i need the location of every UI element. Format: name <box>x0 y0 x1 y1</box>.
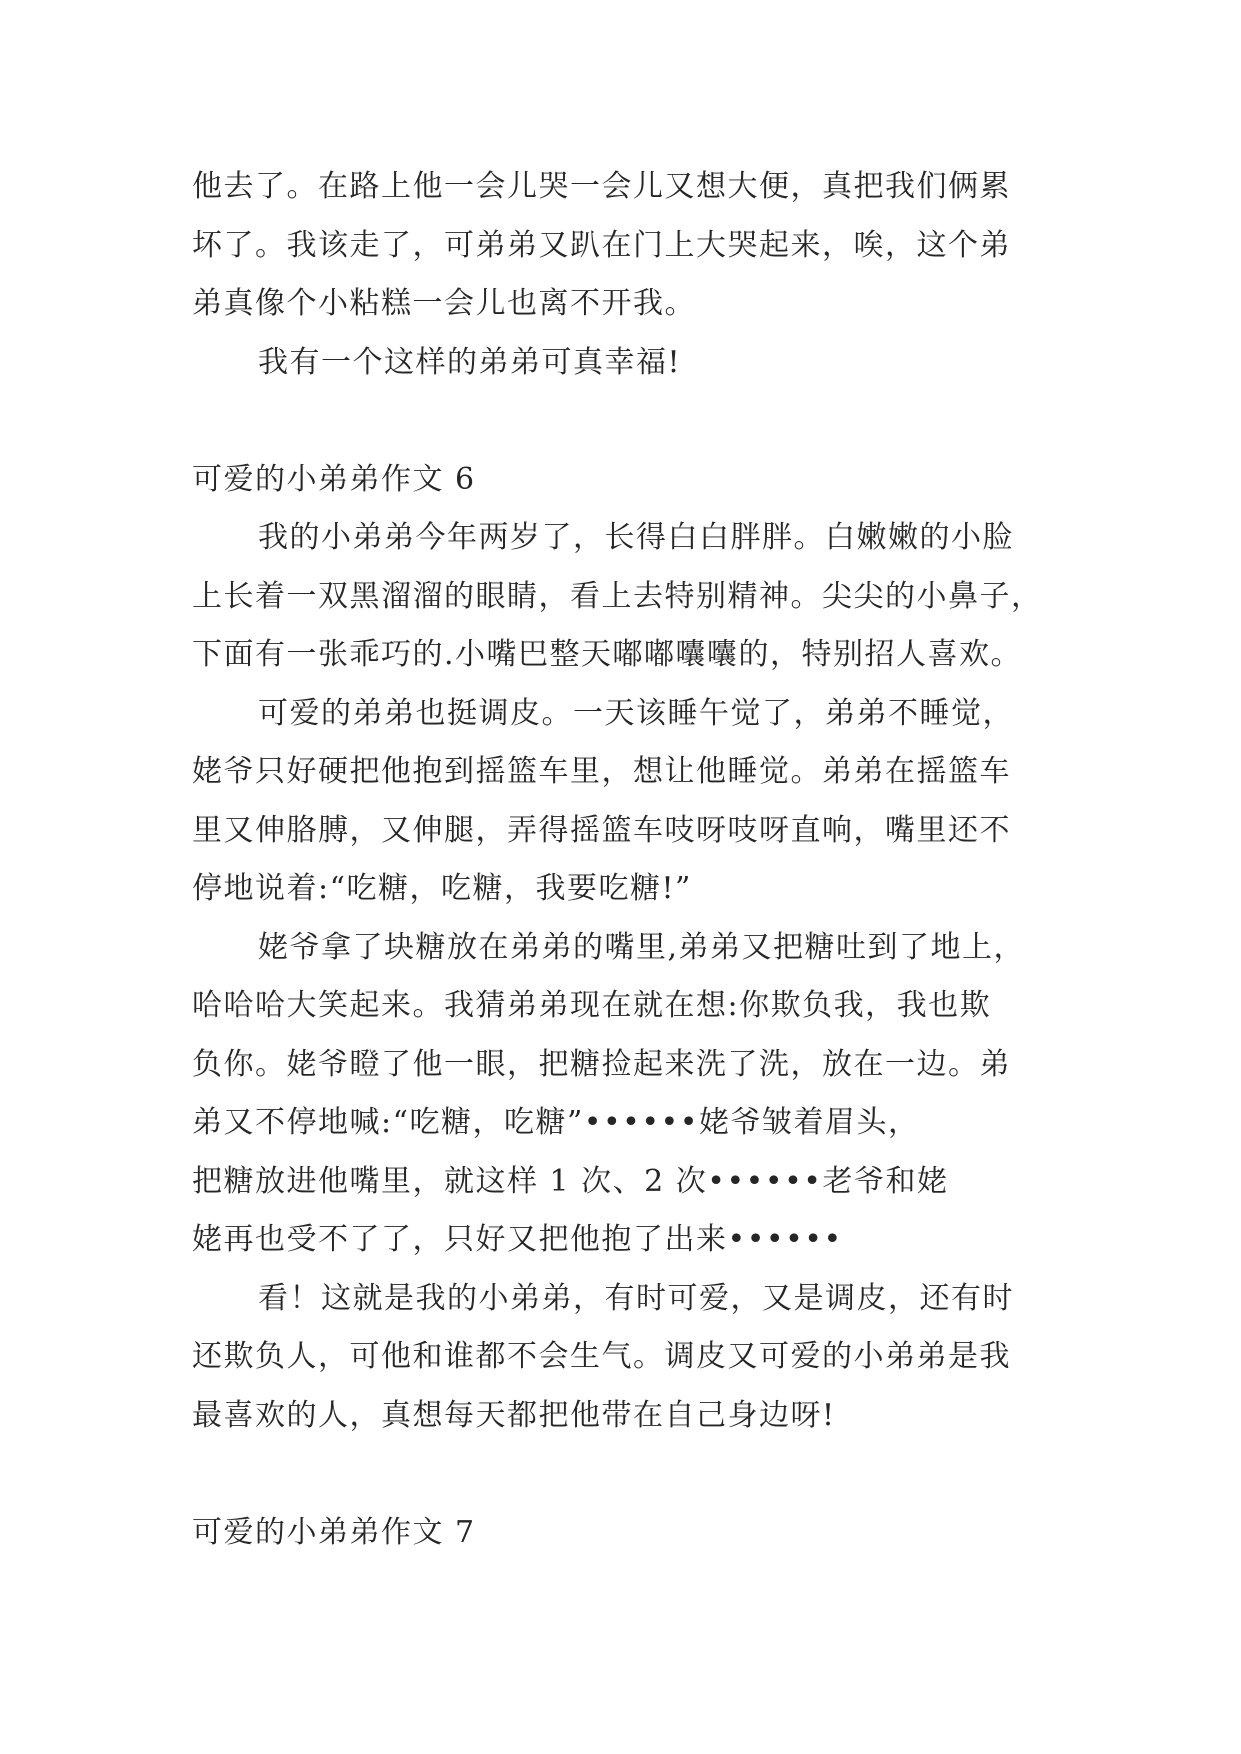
section-title: 可爱的小弟弟作文 6 <box>192 461 476 497</box>
paragraph-line: 下面有一张乖巧的.小嘴巴整天嘟嘟囔囔的，特别招人喜欢。 <box>192 637 1023 672</box>
paragraph-line: 坏了。我该走了，可弟弟又趴在门上大哭起来，唉，这个弟 <box>192 227 1011 263</box>
paragraph-line: 停地说着:“吃糖，吃糖，我要吃糖!” <box>192 871 692 906</box>
paragraph-line: 他去了。在路上他一会儿哭一会儿又想大便，真把我们俩累 <box>192 169 1011 204</box>
document-body <box>192 158 1072 1562</box>
paragraph-line: 姥再也受不了了，只好又把他抱了出来•••••• <box>192 1222 843 1257</box>
section-spacer <box>192 1445 1072 1504</box>
section-title: 可爱的小弟弟作文 7 <box>192 1514 476 1550</box>
paragraph-line: 上长着一双黑溜溜的眼睛，看上去特别精神。尖尖的小鼻子， <box>192 578 1043 614</box>
paragraph-line: 我的小弟弟今年两岁了，长得白白胖胖。白嫩嫩的小脸 <box>258 520 1014 555</box>
paragraph-line: 姥爷只好硬把他抱到摇篮车里，想让他睡觉。弟弟在摇篮车 <box>192 754 1011 789</box>
paragraph-line: 哈哈哈大笑起来。我猜弟弟现在就在想:你欺负我，我也欺 <box>192 988 992 1023</box>
paragraph-line: 弟真像个小粘糕一会儿也离不开我。 <box>192 286 696 321</box>
section-spacer <box>192 392 1072 451</box>
paragraph-line: 弟又不停地喊:“吃糖，吃糖”••••••姥爷皱着眉头， <box>192 1105 920 1140</box>
paragraph-line: 可爱的弟弟也挺调皮。一天该睡午觉了，弟弟不睡觉， <box>258 695 1014 731</box>
paragraph-line: 我有一个这样的弟弟可真幸福! <box>258 344 682 380</box>
paragraph-line: 把糖放进他嘴里，就这样 1 次、2 次••••••老爷和姥 <box>192 1163 949 1199</box>
paragraph-line: 负你。姥爷瞪了他一眼，把糖捡起来洗了洗，放在一边。弟 <box>192 1046 1011 1082</box>
paragraph-line: 姥爷拿了块糖放在弟弟的嘴里,弟弟又把糖吐到了地上， <box>258 929 1026 965</box>
paragraph-line: 还欺负人，可他和谁都不会生气。调皮又可爱的小弟弟是我 <box>192 1339 1011 1374</box>
paragraph-line: 里又伸胳膊，又伸腿，弄得摇篮车吱呀吱呀直响，嘴里还不 <box>192 812 1011 848</box>
paragraph-line: 看！这就是我的小弟弟，有时可爱，又是调皮，还有时 <box>258 1280 1014 1316</box>
paragraph-line: 最喜欢的人，真想每天都把他带在自己身边呀! <box>192 1397 836 1433</box>
